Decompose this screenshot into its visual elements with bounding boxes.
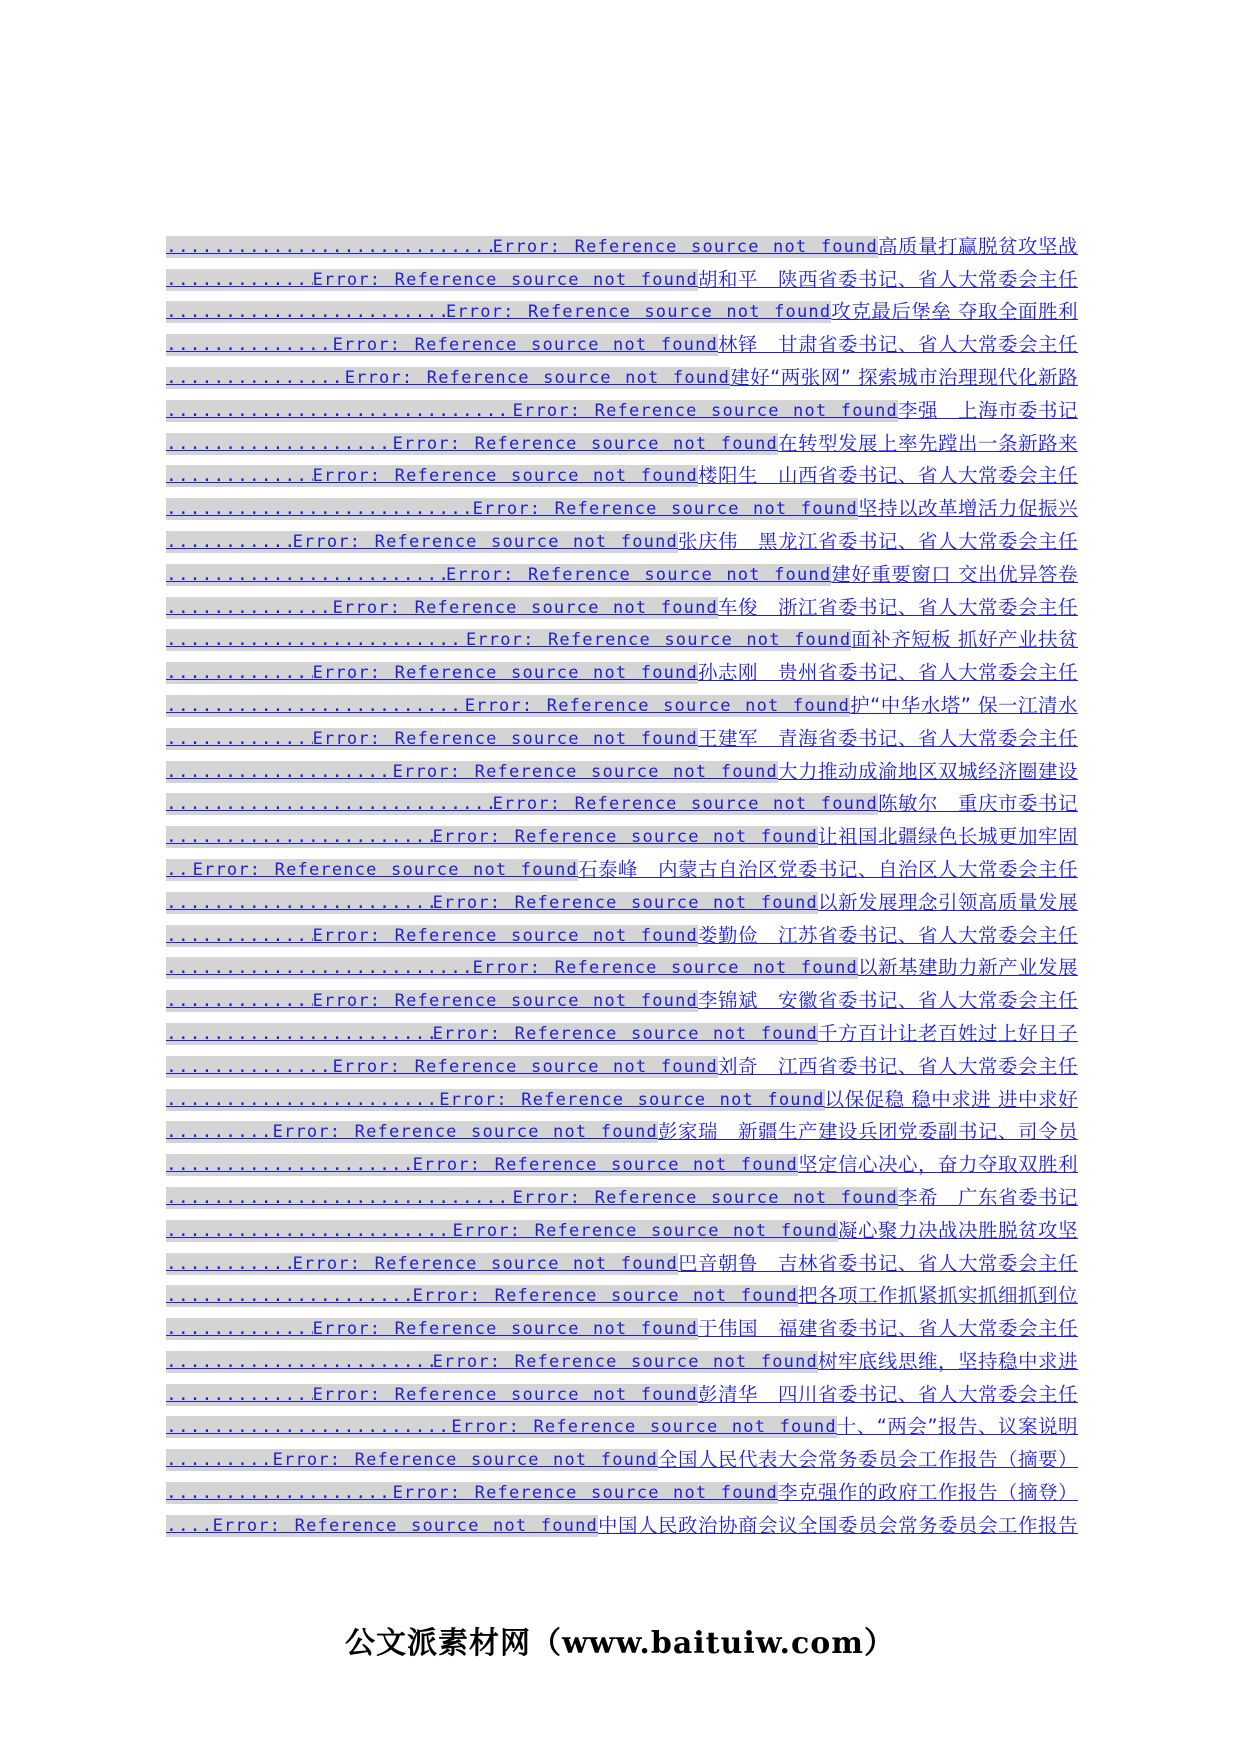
toc-reference-error: Error: Reference source not found [412, 1155, 798, 1176]
toc-dot-leader [166, 1056, 333, 1078]
toc-entry-title: 胡和平 陕西省委书记、省人大常委会主任 [697, 267, 1078, 291]
toc-dot-leader [166, 269, 313, 291]
toc-entry[interactable] [166, 1245, 1078, 1278]
toc-entry[interactable] [166, 425, 1078, 458]
toc-reference-error: Error: Reference source not found [445, 302, 832, 323]
toc-entry[interactable] [166, 392, 1078, 425]
toc-entry-title: 全国人民代表大会常务委员会工作报告（摘要） [657, 1448, 1078, 1472]
toc-reference-error: Error: Reference source not found [472, 499, 858, 520]
toc-reference-error: Error: Reference source not found [451, 1417, 837, 1438]
toc-dot-leader [166, 859, 193, 881]
toc-entry-title: 车俊 浙江省委书记、省人大常委会主任 [717, 595, 1078, 619]
toc-dot-leader [166, 1089, 439, 1111]
toc-reference-error: Error: Reference source not found [212, 1515, 598, 1536]
toc-reference-error: Error: Reference source not found [312, 728, 698, 749]
toc-entry[interactable] [166, 490, 1078, 523]
table-of-contents [166, 228, 1078, 1540]
toc-entry[interactable] [166, 458, 1078, 491]
toc-reference-error: Error: Reference source not found [452, 1220, 838, 1241]
toc-entry[interactable] [166, 687, 1078, 720]
toc-reference-error: Error: Reference source not found [332, 335, 718, 356]
toc-reference-error: Error: Reference source not found [312, 1384, 698, 1405]
toc-entry-title: 大力推动成渝地区双城经济圈建设 [777, 759, 1078, 783]
toc-reference-error: Error: Reference source not found [292, 1253, 678, 1274]
toc-entry-title: 李强 上海市委书记 [897, 398, 1078, 422]
toc-entry[interactable] [166, 1048, 1078, 1081]
toc-entry-title: 彭清华 四川省委书记、省人大常委会主任 [697, 1382, 1078, 1406]
toc-dot-leader [166, 990, 313, 1012]
toc-dot-leader [166, 597, 333, 619]
toc-entry[interactable] [166, 228, 1078, 261]
toc-reference-error: Error: Reference source not found [432, 827, 818, 848]
toc-entry[interactable] [166, 720, 1078, 753]
toc-entry[interactable] [166, 1441, 1078, 1474]
toc-entry[interactable] [166, 359, 1078, 392]
toc-entry-title: 林铎 甘肃省委书记、省人大常委会主任 [717, 333, 1078, 357]
toc-reference-error: Error: Reference source not found [392, 433, 778, 454]
toc-entry-title: 千方百计让老百姓过上好日子 [817, 1021, 1078, 1045]
toc-entry-title: 娄勤俭 江苏省委书记、省人大常委会主任 [697, 923, 1078, 947]
toc-reference-error: Error: Reference source not found [512, 400, 898, 421]
toc-dot-leader [166, 400, 513, 422]
toc-entry[interactable] [166, 523, 1078, 556]
toc-dot-leader [166, 564, 446, 586]
toc-entry[interactable] [166, 753, 1078, 786]
toc-dot-leader [166, 728, 313, 750]
toc-entry[interactable] [166, 884, 1078, 917]
toc-entry-title: 彭家瑞 新疆生产建设兵团党委副书记、司令员 [657, 1120, 1078, 1144]
toc-reference-error: Error: Reference source not found [439, 1089, 825, 1110]
toc-reference-error: Error: Reference source not found [272, 1450, 658, 1471]
toc-dot-leader [166, 498, 473, 520]
toc-reference-error: Error: Reference source not found [464, 695, 851, 716]
toc-dot-leader [166, 301, 446, 323]
toc-entry[interactable] [166, 1212, 1078, 1245]
toc-reference-error: Error: Reference source not found [312, 1319, 698, 1340]
toc-reference-error: Error: Reference source not found [292, 531, 678, 552]
toc-reference-error: Error: Reference source not found [412, 1286, 798, 1307]
toc-dot-leader [166, 1482, 393, 1504]
toc-entry[interactable] [166, 1179, 1078, 1212]
toc-reference-error: Error: Reference source not found [432, 892, 818, 913]
toc-reference-error: Error: Reference source not found [512, 1187, 898, 1208]
toc-entry-title: 巴音朝鲁 吉林省委书记、省人大常委会主任 [677, 1251, 1078, 1275]
toc-entry-title: 以保促稳 稳中求进 进中求好 [824, 1087, 1078, 1111]
toc-dot-leader [166, 1285, 413, 1307]
toc-reference-error: Error: Reference source not found [492, 794, 878, 815]
toc-dot-leader [166, 957, 473, 979]
toc-dot-leader [166, 892, 433, 914]
toc-entry[interactable] [166, 556, 1078, 589]
toc-entry-title: 把各项工作抓紧抓实抓细抓到位 [797, 1284, 1078, 1308]
toc-entry-title: 陈敏尔 重庆市委书记 [877, 792, 1078, 816]
toc-dot-leader [166, 925, 313, 947]
toc-entry[interactable] [166, 917, 1078, 950]
toc-entry-title: 于伟国 福建省委书记、省人大常委会主任 [697, 1317, 1078, 1341]
toc-reference-error: Error: Reference source not found [332, 1056, 718, 1077]
toc-dot-leader [166, 334, 333, 356]
toc-entry-title: 建好“两张网” 探索城市治理现代化新路 [730, 365, 1078, 389]
toc-dot-leader [166, 1318, 313, 1340]
toc-dot-leader [166, 1023, 433, 1045]
toc-entry-title: 十、“两会”报告、议案说明 [836, 1415, 1078, 1439]
toc-entry-title: 李锦斌 安徽省委书记、省人大常委会主任 [697, 989, 1078, 1013]
toc-entry-title: 面补齐短板 抓好产业扶贫 [851, 628, 1078, 652]
toc-dot-leader [166, 826, 433, 848]
toc-entry-title: 石泰峰 内蒙古自治区党委书记、自治区人大常委会主任 [577, 857, 1078, 881]
toc-dot-leader [166, 1449, 273, 1471]
toc-entry-title: 中国人民政治协商会议全国委员会常务委员会工作报告 [597, 1513, 1078, 1537]
footer-watermark-text: 公文派素材网（www.baituiw.com） [344, 1626, 896, 1661]
toc-entry[interactable] [166, 1343, 1078, 1376]
toc-entry[interactable] [166, 326, 1078, 359]
toc-reference-error: Error: Reference source not found [312, 269, 698, 290]
toc-reference-error: Error: Reference source not found [432, 1023, 818, 1044]
toc-entry[interactable] [166, 622, 1078, 655]
toc-entry-title: 以新基建助力新产业发展 [857, 956, 1078, 980]
toc-dot-leader [166, 1154, 413, 1176]
toc-entry-title: 李希 广东省委书记 [897, 1185, 1078, 1209]
toc-dot-leader [166, 531, 293, 553]
toc-entry-title: 张庆伟 黑龙江省委书记、省人大常委会主任 [677, 529, 1078, 553]
toc-entry[interactable] [166, 950, 1078, 983]
toc-entry[interactable] [166, 261, 1078, 294]
toc-dot-leader [166, 1384, 313, 1406]
toc-entry-title: 护“中华水塔” 保一江清水 [850, 693, 1078, 717]
toc-entry-title: 攻克最后堡垒 夺取全面胜利 [831, 300, 1078, 324]
toc-entry-title: 孙志刚 贵州省委书记、省人大常委会主任 [697, 661, 1078, 685]
toc-dot-leader [166, 433, 393, 455]
toc-entry[interactable] [166, 1376, 1078, 1409]
toc-entry[interactable] [166, 294, 1078, 327]
toc-entry[interactable] [166, 1474, 1078, 1507]
toc-entry-title: 楼阳生 山西省委书记、省人大常委会主任 [697, 464, 1078, 488]
toc-entry-title: 坚定信心决心，奋力夺取双胜利 [797, 1153, 1078, 1177]
toc-reference-error: Error: Reference source not found [465, 630, 852, 651]
toc-entry[interactable] [166, 1015, 1078, 1048]
toc-reference-error: Error: Reference source not found [344, 367, 731, 388]
toc-dot-leader [166, 1351, 433, 1373]
toc-entry-title: 让祖国北疆绿色长城更加牢固 [817, 825, 1078, 849]
toc-dot-leader [166, 1187, 513, 1209]
toc-dot-leader [166, 1515, 213, 1537]
toc-dot-leader [166, 1416, 451, 1438]
toc-reference-error: Error: Reference source not found [272, 1122, 658, 1143]
toc-entry[interactable] [166, 589, 1078, 622]
toc-reference-error: Error: Reference source not found [392, 761, 778, 782]
toc-entry[interactable] [166, 1507, 1078, 1540]
toc-entry[interactable] [166, 654, 1078, 687]
toc-entry-title: 李克强作的政府工作报告（摘登） [777, 1481, 1078, 1505]
toc-reference-error: Error: Reference source not found [312, 663, 698, 684]
toc-dot-leader [166, 662, 313, 684]
toc-dot-leader [166, 465, 313, 487]
toc-dot-leader [166, 695, 465, 717]
toc-reference-error: Error: Reference source not found [392, 1483, 778, 1504]
toc-reference-error: Error: Reference source not found [192, 859, 578, 880]
toc-entry[interactable] [166, 1146, 1078, 1179]
toc-entry[interactable] [166, 982, 1078, 1015]
toc-reference-error: Error: Reference source not found [472, 958, 858, 979]
toc-dot-leader [166, 761, 393, 783]
toc-dot-leader [166, 1253, 293, 1275]
toc-dot-leader [166, 367, 345, 389]
toc-dot-leader [166, 1220, 453, 1242]
toc-entry[interactable] [166, 1278, 1078, 1311]
toc-reference-error: Error: Reference source not found [312, 466, 698, 487]
toc-entry[interactable] [166, 786, 1078, 819]
toc-entry-title: 树牢底线思维，坚持稳中求进 [817, 1349, 1078, 1373]
toc-entry[interactable] [166, 1114, 1078, 1147]
toc-dot-leader [166, 629, 466, 651]
toc-entry-title: 在转型发展上率先蹚出一条新路来 [777, 431, 1078, 455]
toc-entry-title: 坚持以改革增活力促振兴 [857, 497, 1078, 521]
toc-entry-title: 凝心聚力决战决胜脱贫攻坚 [837, 1218, 1078, 1242]
toc-reference-error: Error: Reference source not found [492, 236, 878, 257]
toc-reference-error: Error: Reference source not found [445, 564, 832, 585]
toc-entry[interactable] [166, 851, 1078, 884]
toc-entry-title: 建好重要窗口 交出优异答卷 [831, 562, 1078, 586]
toc-entry-title: 以新发展理念引领高质量发展 [817, 890, 1078, 914]
toc-reference-error: Error: Reference source not found [312, 991, 698, 1012]
toc-reference-error: Error: Reference source not found [312, 925, 698, 946]
toc-entry-title: 刘奇 江西省委书记、省人大常委会主任 [717, 1054, 1078, 1078]
toc-dot-leader [166, 793, 493, 815]
toc-entry[interactable] [166, 1081, 1078, 1114]
toc-entry[interactable] [166, 1409, 1078, 1442]
toc-dot-leader [166, 1121, 273, 1143]
toc-entry[interactable] [166, 818, 1078, 851]
toc-dot-leader [166, 236, 493, 258]
toc-entry-title: 王建军 青海省委书记、省人大常委会主任 [697, 726, 1078, 750]
toc-reference-error: Error: Reference source not found [432, 1351, 818, 1372]
toc-reference-error: Error: Reference source not found [332, 597, 718, 618]
toc-entry-title: 高质量打赢脱贫攻坚战 [877, 234, 1078, 258]
toc-entry[interactable] [166, 1310, 1078, 1343]
